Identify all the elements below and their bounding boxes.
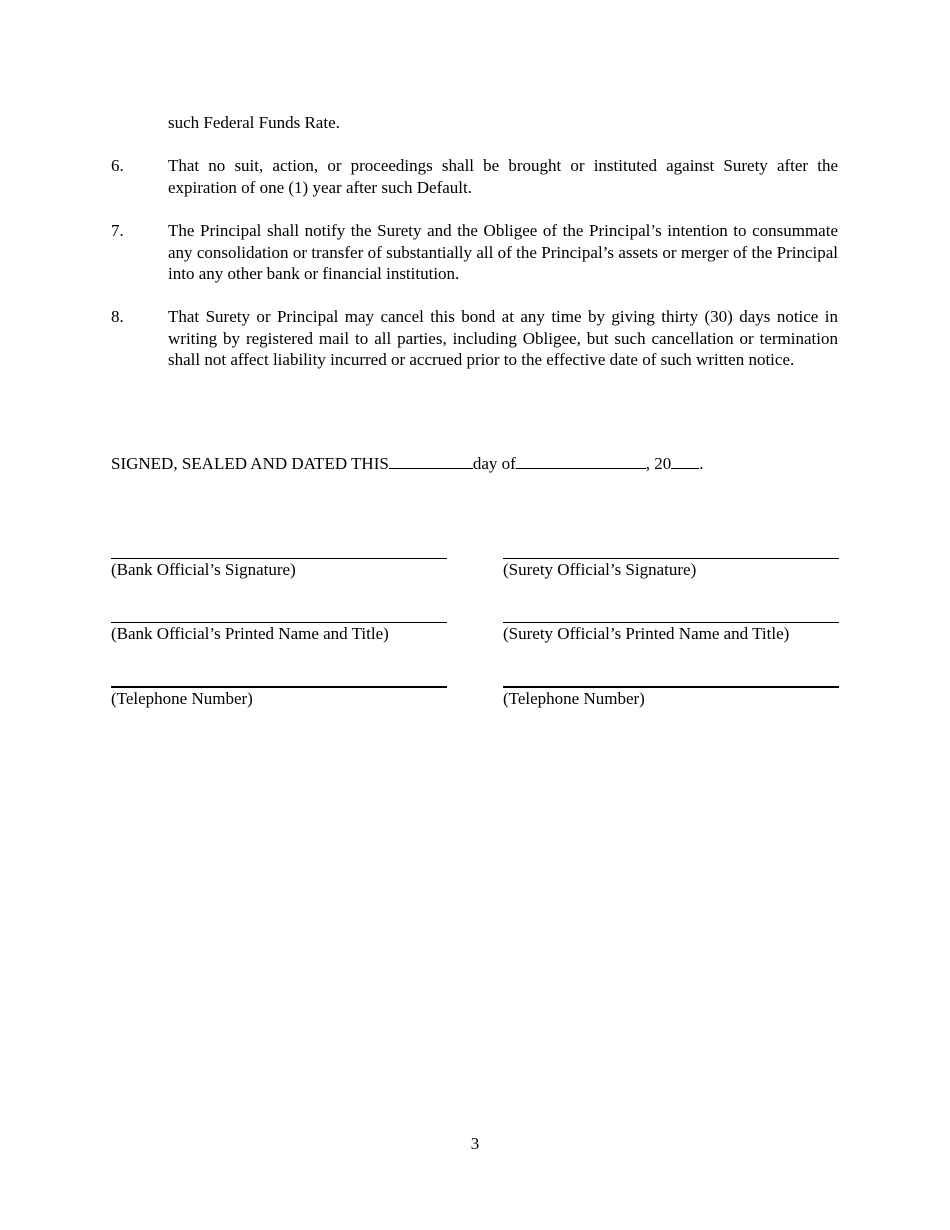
- bank-signature-block: [111, 558, 447, 581]
- bank-printed-name-block: [111, 622, 447, 645]
- bank-printed-name-caption: (Bank Official’s Printed Name and Title): [111, 624, 389, 643]
- bank-telephone-caption: (Telephone Number): [111, 689, 253, 708]
- clause-8: [111, 306, 838, 371]
- surety-signature-caption: (Surety Official’s Signature): [503, 560, 697, 579]
- clause-text: That no suit, action, or proceedings shall be brought or instituted against Surety after the expiration of one (1) year after such Default.: [168, 156, 838, 197]
- clause-6: [111, 155, 838, 198]
- clause-number: 7.: [111, 221, 124, 240]
- clause-7: [111, 220, 838, 285]
- day-of-label: day of: [472, 454, 516, 473]
- clause-number: 8.: [111, 307, 124, 326]
- surety-printed-name-block: [503, 622, 839, 645]
- day-blank[interactable]: [389, 452, 473, 469]
- clause-number: 6.: [111, 156, 124, 175]
- surety-printed-name-caption: (Surety Official’s Printed Name and Title): [503, 624, 790, 643]
- bank-telephone-block: [111, 686, 447, 710]
- bank-signature-caption: (Bank Official’s Signature): [111, 560, 296, 579]
- surety-telephone-caption: (Telephone Number): [503, 689, 645, 708]
- month-blank[interactable]: [516, 452, 646, 469]
- clause-text: That Surety or Principal may cancel this bond at any time by giving thirty (30) days notice in writing by registered mail to all parties, including Obligee, but such cancellation or termination shall not affect liability incurred or accrued prior to the effective date of such written notice.: [168, 307, 838, 369]
- year-blank[interactable]: [671, 452, 699, 469]
- signed-prefix: SIGNED, SEALED AND DATED THIS: [111, 454, 389, 473]
- surety-telephone-block: [503, 686, 839, 710]
- year-prefix: , 20: [645, 454, 672, 473]
- signed-sealed-dated-line: [111, 452, 704, 475]
- clause-text: The Principal shall notify the Surety and the Obligee of the Principal’s intention to consummate any consolidation or transfer of substantially all of the Principal’s assets or merger of the Principal into any other bank or financial institution.: [168, 221, 838, 283]
- signed-suffix: .: [699, 454, 704, 473]
- surety-signature-block: [503, 558, 839, 581]
- continuation-text: such Federal Funds Rate.: [168, 113, 340, 132]
- page-number: 3: [470, 1134, 480, 1153]
